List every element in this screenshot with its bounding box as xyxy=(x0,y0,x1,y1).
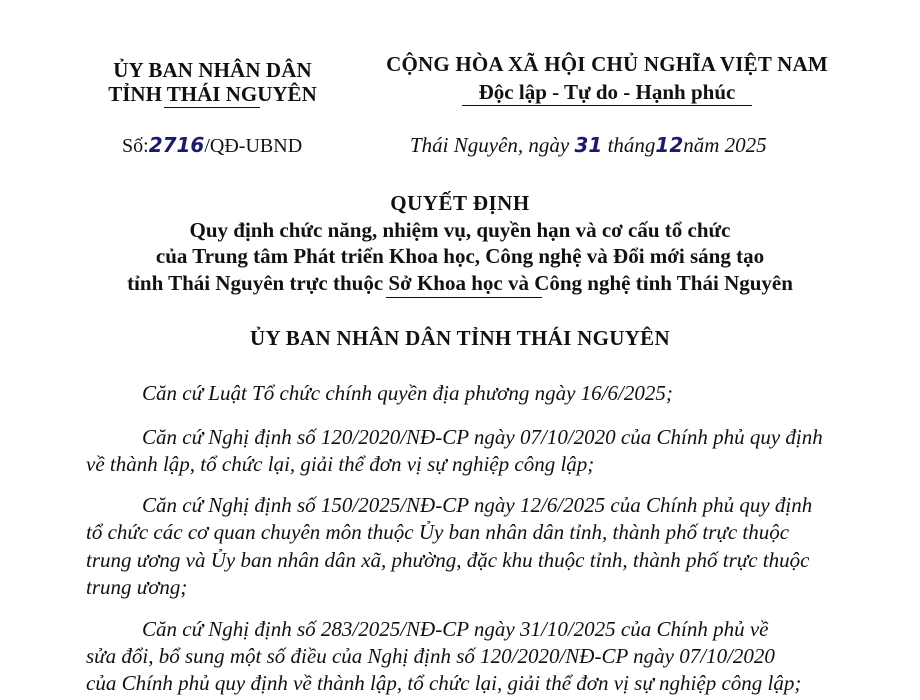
handwritten-month: 12 xyxy=(655,133,684,157)
decision-subject-line1: Quy định chức năng, nhiệm vụ, quyền hạn và cơ cấu tổ chức xyxy=(189,218,731,242)
legal-basis-4-line1: Căn cứ Nghị định số 283/2025/NĐ-CP ngày 31/10/2025 của Chính phủ về xyxy=(142,617,769,641)
decision-subject-line2: của Trung tâm Phát triển Khoa học, Công nghệ và Đổi mới sáng tạo xyxy=(155,244,765,268)
issuing-authority-line1: ỦY BAN NHÂN DÂN xyxy=(113,58,312,82)
decision-title: QUYẾT ĐỊNH xyxy=(390,191,530,215)
decision-subject-line3: tỉnh Thái Nguyên trực thuộc Sở Khoa học và Công nghệ tỉnh Thái Nguyên xyxy=(127,271,793,295)
legal-basis-2-line2: về thành lập, tổ chức lại, giải thể đơn vị sự nghiệp công lập; xyxy=(86,452,595,476)
document-date xyxy=(410,133,767,158)
legal-basis-4-line3: của Chính phủ quy định về thành lập, tổ chức lại, giải thể đơn vị sự nghiệp công lập; xyxy=(86,671,802,695)
year-part: năm 2025 xyxy=(683,133,767,157)
national-title: CỘNG HÒA XÃ HỘI CHỦ NGHĨA VIỆT NAM xyxy=(386,52,828,76)
legal-basis-3-line4: trung ương; xyxy=(86,575,188,599)
handwritten-number: 2716 xyxy=(148,133,205,157)
legal-basis-3-line1: Căn cứ Nghị định số 150/2025/NĐ-CP ngày 12/6/2025 của Chính phủ quy định xyxy=(142,493,813,517)
number-suffix: /QĐ-UBND xyxy=(204,135,303,157)
number-prefix: Số: xyxy=(122,135,149,157)
legal-basis-3-line3: trung ương và Ủy ban nhân dân xã, phường, đặc khu thuộc tỉnh, thành phố trực thuộc xyxy=(86,548,810,572)
legal-basis-3-line2: tổ chức các cơ quan chuyên môn thuộc Ủy ban nhân dân tỉnh, thành phố trực thuộc xyxy=(86,520,790,544)
motto-underline xyxy=(462,105,752,106)
handwritten-day: 31 xyxy=(574,133,603,157)
legal-basis-1: Căn cứ Luật Tổ chức chính quyền địa phương ngày 16/6/2025; xyxy=(142,381,673,405)
month-label: tháng xyxy=(602,133,656,157)
issuing-authority-line2: TỈNH THÁI NGUYÊN xyxy=(108,82,317,106)
document-number xyxy=(122,133,302,158)
date-prefix: Thái Nguyên, ngày xyxy=(410,133,575,157)
legal-basis-2-line1: Căn cứ Nghị định số 120/2020/NĐ-CP ngày 07/10/2020 của Chính phủ quy định xyxy=(142,425,823,449)
issuer-heading: ỦY BAN NHÂN DÂN TỈNH THÁI NGUYÊN xyxy=(250,326,670,350)
subject-underline xyxy=(386,297,542,298)
legal-basis-4-line2: sửa đổi, bổ sung một số điều của Nghị định số 120/2020/NĐ-CP ngày 07/10/2020 xyxy=(86,644,775,668)
national-motto: Độc lập - Tự do - Hạnh phúc xyxy=(478,80,736,104)
authority-underline xyxy=(164,107,260,108)
